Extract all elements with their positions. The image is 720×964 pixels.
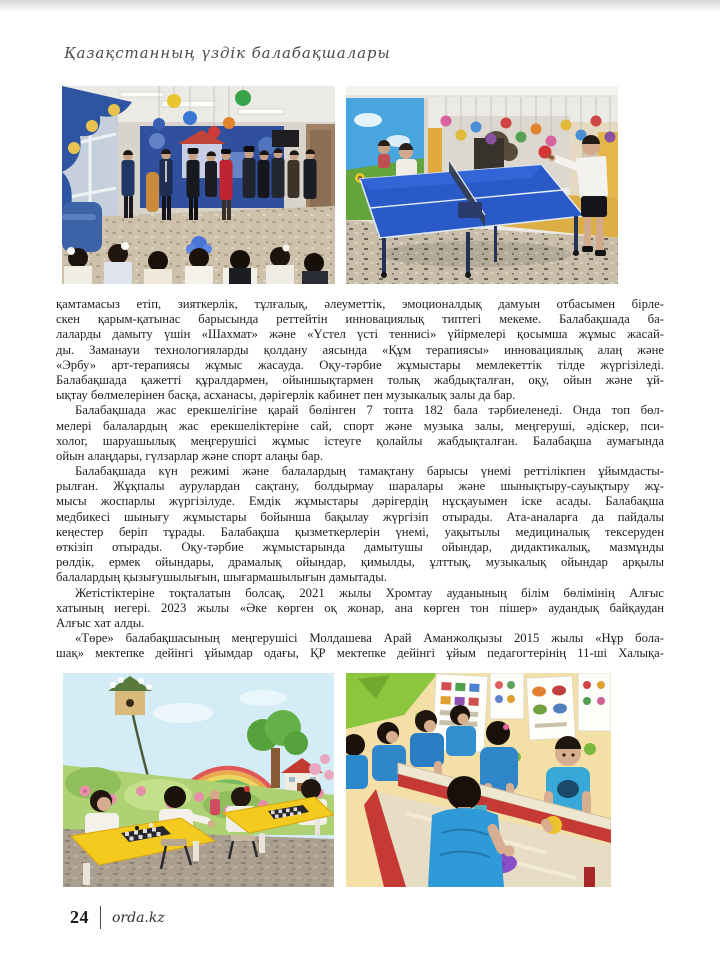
chess-tables-image — [63, 673, 334, 887]
text-line: өткізіп отырады. Оқу-тәрбие жұмыстарында дамытушы ойындар, дидактикалық, мазмұнды — [56, 540, 664, 554]
text-line: Балабақшада қажетті құралдармен, ойыншықтармен толық жабдықталған, оқу, ойын және ұй- — [56, 372, 664, 387]
text-line: хатының иегері. 2023 жылы «Әке көрген оқ жонар, ана көрген тон пішер» аудандық байқаудан — [56, 600, 664, 615]
text-line: ды. Заманауи технологияларды қолдану аясында «Құм терапиясы» инновациялық алаң және — [56, 342, 664, 357]
text-line: мелері балалардың жас ерекшеліктеріне сай, спорт және музыка залы, меңгеруші, әдіскер, пси- — [56, 418, 664, 433]
page-footer — [70, 906, 165, 929]
text-line: «Төре» балабақшасының меңгерушісі Молдашева Арай Аманжолқызы 2015 жылы «Нұр бола- — [75, 631, 664, 646]
text-line: скен қарым-қатынас барысында реттейтін инновациялық типтегі мекеме. Балабақшада ба- — [56, 312, 664, 327]
page-header-title: Қазақстанның үздік балабақшалары — [64, 44, 391, 62]
footer-divider — [100, 906, 101, 929]
text-line: медбикесі шынығу жұмыстары бойынша бақылау жүргізіп отырады. Ата-аналарға да пайдалы — [56, 509, 664, 524]
kindergarten-hall-visit-image — [62, 86, 335, 284]
text-line: Балабақшада жас ерекшелігіне қарай бөлінген 7 топта 182 бала тәрбиеленеді. Онда топ бөл- — [75, 403, 664, 418]
text-line: Алғыс хат алды. — [56, 615, 145, 630]
kinetic-sand-table-image — [346, 673, 611, 887]
text-line: Балабақшада күн режимі және балалардың тамақтану барысы үнемі реттілікпен ұйымдасты- — [75, 464, 664, 479]
chess-tables-photo — [63, 673, 334, 887]
text-line: Жетістіктеріне тоқталатын болсақ, 2021 жылы Хромтау ауданының білім бөлімінің Алғыс — [75, 585, 664, 600]
text-line: кеңестер беріп тұрады. Балабақша қызметкерлерін үнемі, уақытылы медициналық тексеруден — [56, 524, 664, 539]
text-line: мысы жоспарлы жүргізілуде. Емдік жұмыстары дәрігердің нұсқауымен іске асады. Балабақша — [56, 494, 664, 509]
table-tennis-image — [346, 86, 618, 284]
kindergarten-hall-visit-photo — [62, 86, 335, 284]
text-line: қамтамасыз етіп, зияткерлік, тұлғалық, әлеуметтік, эмоционалдық дамуын отбасымен бірле- — [56, 297, 664, 311]
text-line: лаларды дамыту үшін «Шахмат» және «Үстел үсті теннисі» үйірмелері қосымша жұмыс жасай- — [56, 327, 664, 342]
text-line: шақ» мектепке дейінгі ұйымдар одағы, ҚР мектепке дейінгі ұйым педагогтерінің 11-ші Халықа- — [56, 646, 664, 661]
page-top-edge — [0, 0, 720, 11]
site-name: orda.kz — [112, 909, 165, 926]
text-line: холог, шаруашылық меңгерушісі жұмыс істеуге қолайлы жабдықталған. Балабақша аумағында — [56, 433, 664, 448]
article-text — [56, 297, 664, 662]
text-line: ойын алаңдары, гүлзарлар және спорт алаңы бар. — [56, 448, 324, 463]
text-line: рөлдік, ермек ойындары, драмалық ойындар, қимылды, ұлттық, музыкалық ойындар арқылы — [56, 555, 664, 570]
table-tennis-photo — [346, 86, 618, 284]
text-line: балалардың қызығушылығын, шығармашылығын дамытады. — [56, 570, 387, 585]
page-number: 24 — [70, 907, 89, 927]
text-line: «Эрбу» арт-терапиясы жұмыс жасауда. Оқу-тәрбие жұмыстары мемлекеттік тілде жүргізіледі. — [56, 357, 664, 372]
text-line: ықтау бөлмелерінен басқа, асханасы, дәрігерлік кабинет пен музыкалық залы да бар. — [56, 388, 516, 403]
text-line: рылған. Жұқпалы аурулардан сақтану, болдырмау шаралары және шынықтыру-сауықтыру жұ- — [56, 479, 664, 494]
kinetic-sand-table-photo — [346, 673, 611, 887]
